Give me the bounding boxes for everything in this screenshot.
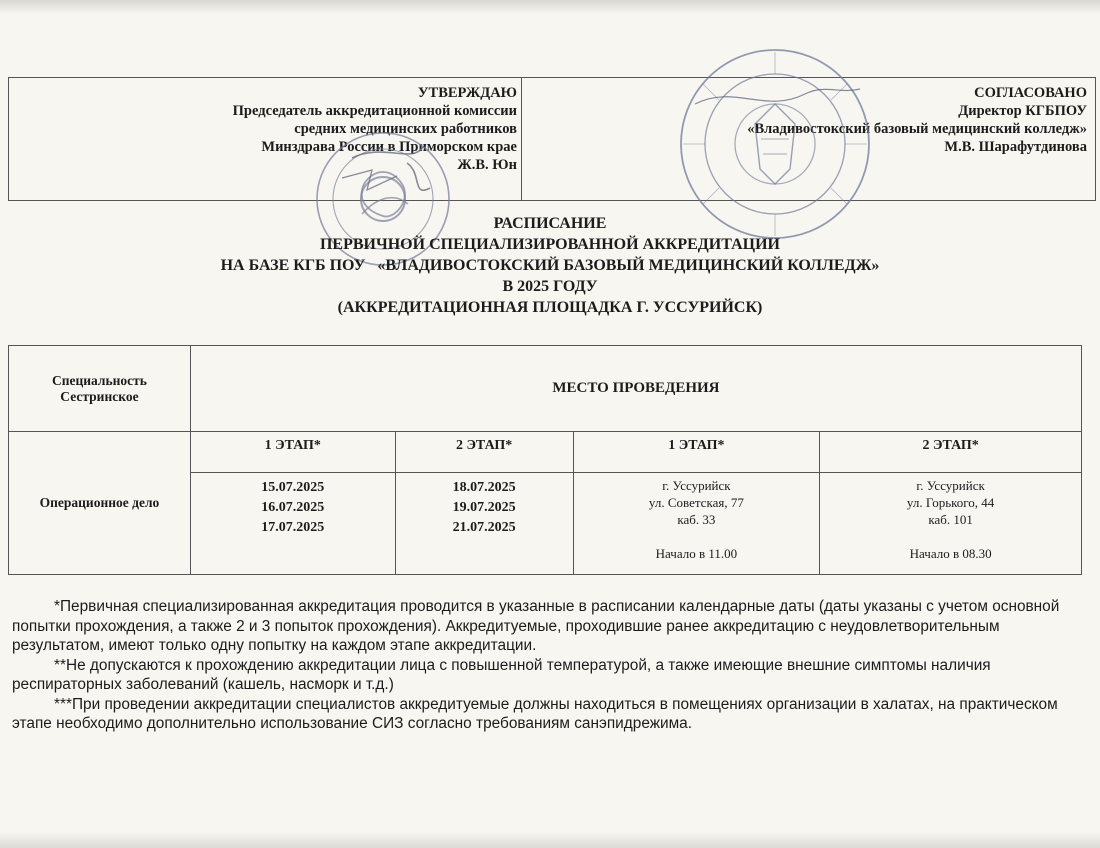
approve-signer: Ж.В. Юн xyxy=(457,157,517,173)
approval-divider xyxy=(521,78,522,200)
footnote-3: ***При проведении аккредитации специалистов аккредитуемые должны находиться в помещениях организации в халатах, на практическом этапе необходимо дополнительно использование СИЗ согласно требованиям санэпидрежима. xyxy=(12,695,1058,732)
specialty-header-cell xyxy=(9,346,191,432)
title-line-1: РАСПИСАНИЕ xyxy=(493,215,607,232)
approve-line-3: Минздрава России в Приморском крае xyxy=(261,139,517,155)
date-item: 16.07.2025 xyxy=(261,500,325,515)
place-room: каб. 33 xyxy=(677,512,716,527)
footnote-2: **Не допускаются к прохождению аккредитации лица с повышенной температурой, а также имеющие внешние симптомы наличия респираторных заболеваний (кашель, насморк и т.д.) xyxy=(12,656,991,693)
stage-header-1: 1 ЭТАП* xyxy=(190,432,395,473)
stage-header-4: 2 ЭТАП* xyxy=(820,432,1082,473)
place-start-time: Начало в 08.30 xyxy=(909,546,992,561)
place-city: г. Уссурийск xyxy=(916,478,985,493)
agreed-signer: М.В. Шарафутдинова xyxy=(944,139,1087,155)
scan-edge-bottom xyxy=(0,832,1100,848)
place-header-cell: МЕСТО ПРОВЕДЕНИЯ xyxy=(190,346,1081,432)
place-street: ул. Горького, 44 xyxy=(906,495,995,510)
title-line-3: НА БАЗЕ КГБ ПОУ «ВЛАДИВОСТОКСКИЙ БАЗОВЫЙ МЕДИЦИНСКИЙ КОЛЛЕДЖ» xyxy=(220,257,880,274)
date-item: 18.07.2025 xyxy=(452,480,516,495)
specialty-header-line-2: Сестринское xyxy=(60,388,139,404)
stage1-dates-cell xyxy=(190,473,395,575)
approval-block xyxy=(8,77,1096,201)
agreed-line-1: Директор КГБПОУ xyxy=(958,103,1087,119)
document-title xyxy=(0,213,1100,318)
agreed-heading: СОГЛАСОВАНО xyxy=(974,85,1087,101)
place-city: г. Уссурийск xyxy=(662,478,731,493)
place-room: каб. 101 xyxy=(928,512,973,527)
date-item: 21.07.2025 xyxy=(452,520,516,535)
stage-header-2: 2 ЭТАП* xyxy=(395,432,573,473)
date-item: 19.07.2025 xyxy=(452,500,516,515)
specialty-name-cell: Операционное дело xyxy=(9,432,191,575)
stage2-place-cell xyxy=(820,473,1082,575)
approve-heading: УТВЕРЖДАЮ xyxy=(417,85,517,101)
date-item: 15.07.2025 xyxy=(261,480,325,495)
agreed-line-2: «Владивостокский базовый медицинский колледж» xyxy=(747,121,1087,137)
place-street: ул. Советская, 77 xyxy=(648,495,744,510)
date-item: 17.07.2025 xyxy=(261,520,325,535)
place-start-time: Начало в 11.00 xyxy=(655,546,738,561)
stage1-place-cell xyxy=(573,473,820,575)
title-line-4: В 2025 ГОДУ xyxy=(502,278,598,295)
stage2-dates-cell xyxy=(395,473,573,575)
approve-line-1: Председатель аккредитационной комиссии xyxy=(232,103,517,119)
schedule-table xyxy=(8,345,1082,575)
footnotes xyxy=(12,597,1080,734)
stage-header-3: 1 ЭТАП* xyxy=(573,432,820,473)
specialty-header-line-1: Специальность xyxy=(51,372,147,388)
footnote-1: *Первичная специализированная аккредитация проводится в указанные в расписании календарные даты (даты указаны с учетом основной попытки прохождения, а также 2 и 3 попыток прохождения). Аккредитуемые, проходившие ранее аккредитацию с неудовлетворительным результатом, имеют только одну попытку на каждом этапе аккредитации. xyxy=(12,598,1060,654)
approve-line-2: средних медицинских работников xyxy=(294,121,517,137)
title-line-5: (АККРЕДИТАЦИОННАЯ ПЛОЩАДКА Г. УССУРИЙСК) xyxy=(337,299,763,316)
title-line-2: ПЕРВИЧНОЙ СПЕЦИАЛИЗИРОВАННОЙ АККРЕДИТАЦИИ xyxy=(319,236,780,253)
scan-edge-top xyxy=(0,0,1100,14)
